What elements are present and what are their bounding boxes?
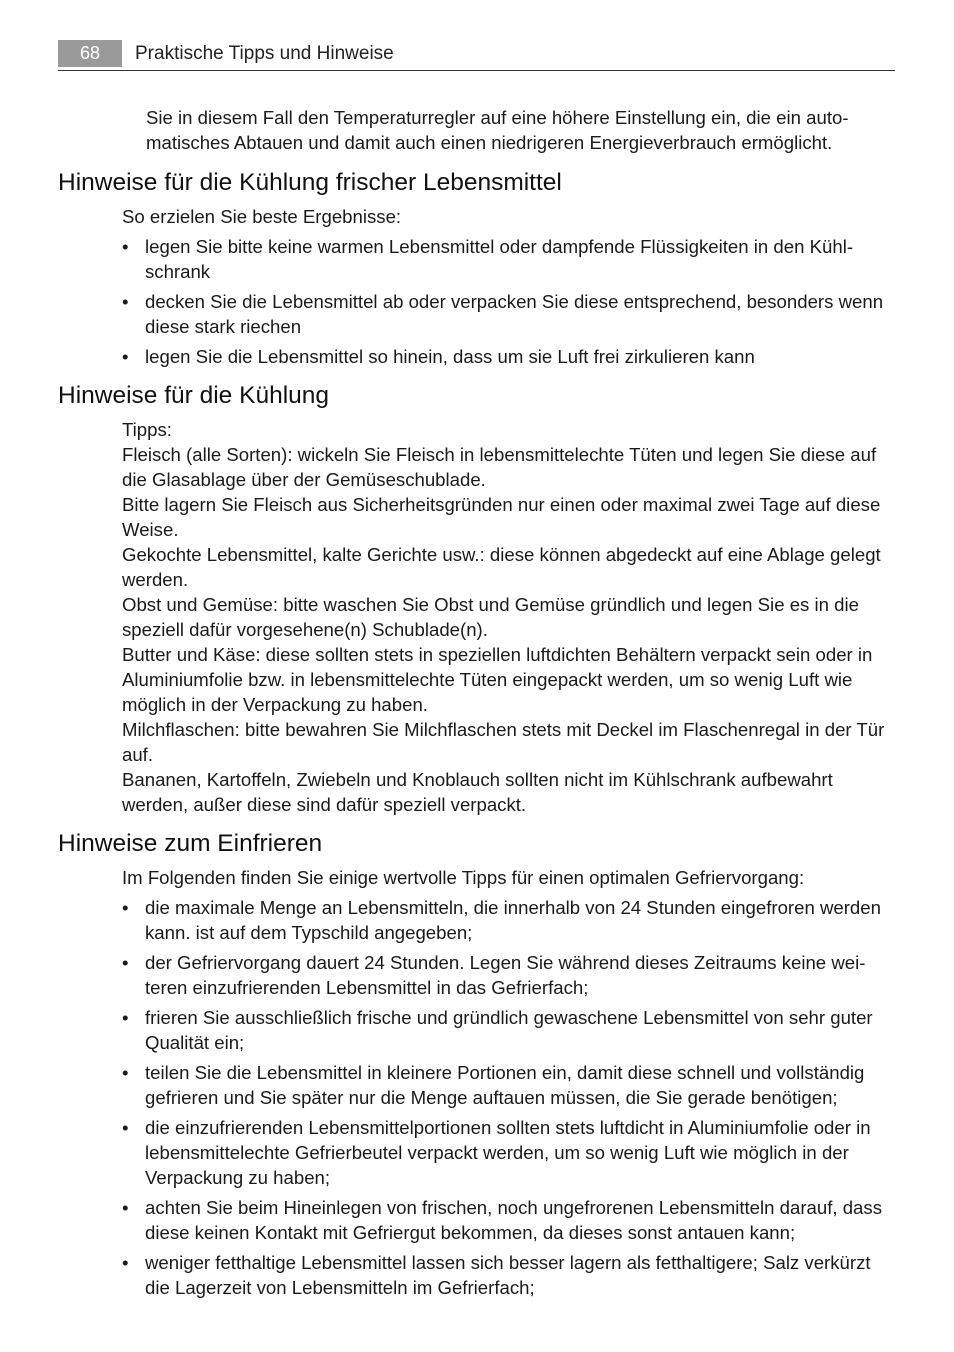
- tip-line: Tipps:: [122, 419, 172, 440]
- heading-fresh-food: Hinweise für die Kühlung frischer Lebensmittel: [58, 169, 562, 196]
- freezing-lead: Im Folgenden finden Sie einige wertvolle Tipps für einen optimalen Gefriervorgang:: [122, 867, 805, 888]
- bullet-icon: •: [122, 291, 129, 312]
- tip-line: Bitte lagern Sie Fleisch aus Sicherheitsgründen nur einen oder maximal zwei Tage auf diese Weise.: [122, 494, 881, 540]
- bullet-icon: •: [122, 346, 129, 367]
- tip-line: Obst und Gemüse: bitte waschen Sie Obst und Gemüse gründlich und legen Sie es in die speziell dafür vorgesehene(n) Schublade(n).: [122, 594, 859, 640]
- list-item: • teilen Sie die Lebensmittel in kleinere Portionen ein, damit diese schnell und vollständig gefrieren und Sie später nur die Menge auftauen müssen, die Sie gerade benötigen;: [122, 1062, 865, 1108]
- list-item: • decken Sie die Lebensmittel ab oder verpacken Sie diese entsprechend, besonders wenn diese stark riechen: [122, 291, 884, 337]
- tip-line: Milchflaschen: bitte bewahren Sie Milchflaschen stets mit Deckel im Flaschenregal in der Tür auf.: [122, 719, 885, 765]
- bullet-icon: •: [122, 1117, 129, 1138]
- list-item: • die einzufrierenden Lebensmittelportionen sollten stets luftdicht in Aluminiumfolie oder in lebensmittelechte Gefrierbeutel verpackt werden, um so wenig Luft wie möglich in der Verpackung zu haben;: [122, 1117, 871, 1188]
- bullet-icon: •: [122, 236, 129, 257]
- fresh-food-list: [122, 234, 898, 369]
- fresh-food-lead: So erzielen Sie beste Ergebnisse:: [122, 206, 402, 227]
- freezing-content: [122, 865, 898, 1305]
- bullet-icon: •: [122, 1252, 129, 1273]
- fresh-food-content: [122, 204, 898, 374]
- tip-line: Gekochte Lebensmittel, kalte Gerichte usw.: diese können abgedeckt auf eine Ablage gelegt werden.: [122, 544, 881, 590]
- list-item: • der Gefriervorgang dauert 24 Stunden. Legen Sie während dieses Zeitraums keine weiteren einzufrierenden Lebensmittel in das Gefrierfach;: [122, 952, 866, 998]
- list-item: • legen Sie die Lebensmittel so hinein, dass um sie Luft frei zirkulieren kann: [122, 346, 755, 367]
- list-item: • achten Sie beim Hineinlegen von frischen, noch ungefrorenen Lebensmitteln darauf, dass diese keinen Kontakt mit Gefriergut bekommen, da dieses sonst antauen kann;: [122, 1197, 882, 1243]
- bullet-icon: •: [122, 1197, 129, 1218]
- heading-freezing: Hinweise zum Einfrieren: [58, 830, 323, 857]
- bullet-icon: •: [122, 897, 129, 918]
- freezing-list: [122, 895, 898, 1300]
- tip-line: Bananen, Kartoffeln, Zwiebeln und Knoblauch sollten nicht im Kühlschrank aufbewahrt werden, außer diese sind dafür speziell verpackt.: [122, 769, 833, 815]
- list-item: • weniger fetthaltige Lebensmittel lassen sich besser lagern als fetthaltigere; Salz verkürzt die Lagerzeit von Lebensmitteln im Gefrierfach;: [122, 1252, 871, 1298]
- list-item: • die maximale Menge an Lebensmitteln, die innerhalb von 24 Stunden eingefroren werden kann. ist auf dem Typschild angegeben;: [122, 897, 881, 943]
- list-item: • frieren Sie ausschließlich frische und gründlich gewaschene Lebensmittel von sehr guter Qualität ein;: [122, 1007, 873, 1053]
- tip-line: Butter und Käse: diese sollten stets in speziellen luftdichten Behältern verpackt sein oder in Aluminiumfolie bzw. in lebensmittelechte Tüten eingepackt werden, um so wenig Luft wie möglich in der Verpackung zu haben.: [122, 644, 873, 715]
- bullet-icon: •: [122, 1007, 129, 1028]
- page-number: 68: [58, 40, 122, 67]
- page-header: [58, 40, 895, 71]
- heading-cooling: Hinweise für die Kühlung: [58, 382, 330, 409]
- bullet-icon: •: [122, 1062, 129, 1083]
- bullet-icon: •: [122, 952, 129, 973]
- running-title: Praktische Tipps und Hinweise: [135, 43, 394, 64]
- list-item: • legen Sie bitte keine warmen Lebensmittel oder dampfende Flüssigkeiten in den Kühlschrank: [122, 236, 854, 282]
- cooling-tips: [122, 417, 898, 817]
- tip-line: Fleisch (alle Sorten): wickeln Sie Fleisch in lebensmittelechte Tüten und legen Sie diese auf die Glasablage über der Gemüseschublade.: [122, 444, 877, 490]
- intro-paragraph: Sie in diesem Fall den Temperaturregler auf eine höhere Einstellung ein, die ein automatisches Abtauen und damit auch einen niedrigeren Energieverbrauch ermöglicht.: [146, 107, 849, 153]
